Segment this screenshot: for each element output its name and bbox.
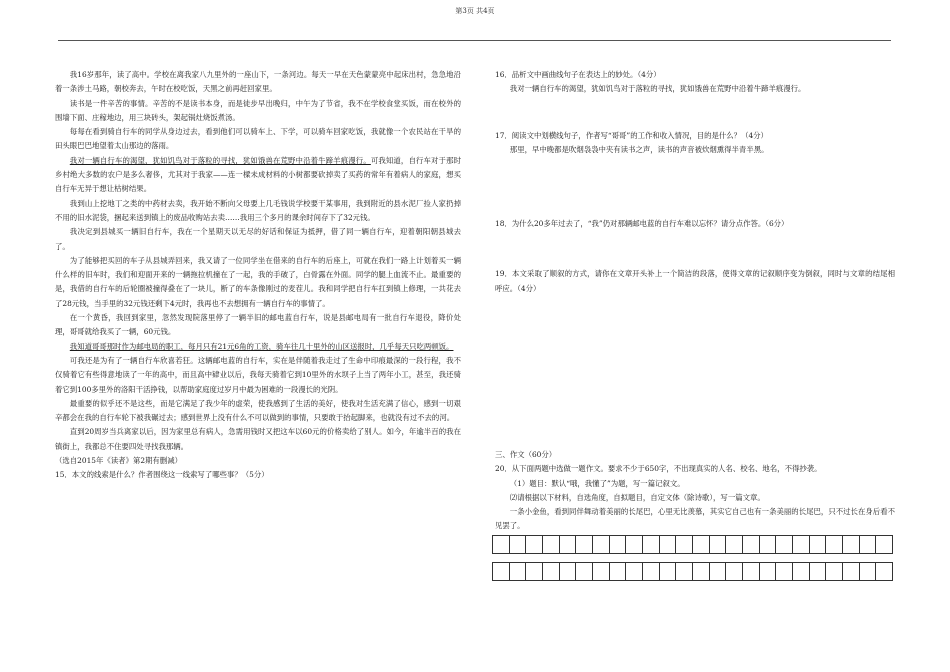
question-20: 20．从下面两题中选做一题作文。要求不少于650字，不出现真实的人名、校名、地名，不得抄袭。 [495,464,822,474]
passage-paragraph: 直到20周岁当兵离家以后，因为家里总有病人，急需用钱时又把这车以60元的价格卖给了别人。如今，年逾半百的我在镇街上，我都总不住要四处寻找我那辆。 [55,427,461,451]
passage-paragraph: 为了能够把买回的车子从县城弄回来，我又请了一位同学坐在借来的自行车的后座上，可就在我们一路上计划着买一辆什么样的旧车时，我们和迎面开来的一辆拖拉机撞在了一起，我的手破了，白骨露在外面。同学的腿上血流不止。最重要的是，我借的自行车的后轮圈被撞得叠在了一块儿，断了的车条像刚过的麦茬儿。我和同学把自行车扛到镇上修理，一共花去了28元钱，当手里的32元钱还剩下4元时，我再也不去想拥有一辆自行车的事情了。 [55,255,461,308]
wavy-underlined-sentence: 我对一辆自行车的渴望，犹如饥鸟对于落粒的寻找，犹如饿兽在荒野中沿着牛蹄羊痕漫行。 [69,155,371,165]
passage-paragraph: 我到山上挖地丁之类的中药材去卖，我开始不断向父母要上几毛钱说学校要干某事用，我到附近的县水泥厂捡人家扔掉不用的旧水泥袋，捆起来送到镇上的废品收购站去卖……我用三个多月的课余时间存下了32元钱。 [55,198,461,222]
writing-grid-row[interactable] [492,535,893,554]
question-17: 17．阅读文中划横线句子，作者写“哥哥”的工作和收入情况，目的是什么？（4分） [495,130,768,140]
question-20-option-2: ⑵请根据以下材料，自选角度，自拟题目，自定文体（除诗歌），写一篇文章。 [509,492,765,502]
page-number: 第3页 共4页 [455,7,495,15]
question-17-quote: 那里，早中晚都是吹烟袅袅中夹有读书之声，读书的声音被炊烟熏得半青半黑。 [509,144,769,154]
passage-paragraph: 最重要的似乎还不是这些，而是它满足了我少年的虚荣，使我感到了生活的美好，使我对生活充满了信心，感到一切艰辛都会在我的自行车轮下被我碾过去；感到世界上没有什么不可以做到的事情，只要敢于抬起脚来，也就没有过不去的河。 [55,398,461,423]
question-20-material: 一条小金鱼，看到同伴舞动着美丽的长尾巴，心里无比羡慕，其实它自己也有一条美丽的长尾巴，只不过长在身后看不见罢了。 [495,507,895,531]
passage-paragraph: 可我还是为有了一辆自行车欣喜若狂。这辆邮电蓝的自行车，实在是伴随着我走过了生命中印痕最深的一段行程，我不仅骑着它有些得意地读了一年的高中，而且高中肄业以后，我每天骑着它到10里外的水坝子上当了两年小工，甚至，我还骑着它到100多里外的洛阳干活挣钱，以帮助家庭度过岁月中最为困难的一段漫长的光阴。 [55,355,461,394]
reading-passage-column [55,68,461,483]
question-19: 19．本文采取了顺叙的方式，请你在文章开头补上一个简洁的段落，使得文章的记叙顺序变为倒叙，同时与文章的结尾相呼应。（4分） [495,269,895,293]
question-18: 18．为什么20多年过去了，“我”仍对那辆邮电蓝的自行车难以忘怀？请分点作答。（6分） [495,219,789,229]
section-title: 三、作文（60分） [495,450,557,459]
question-15: 15．本文的线索是什么？作者围绕这一线索写了哪些事？（5分） [55,470,269,480]
passage-paragraph: 我决定到县城买一辆旧自行车，我在一个星期天以无尽的好话和保证为抵押，借了同一辆自行车，迎着朝阳朝县城去了。 [55,227,461,251]
question-16: 16．品析文中画曲线句子在表达上的妙处。（4分） [495,70,661,79]
question-20-option-1: （1）题目：默认“哦，我懂了”为题，写一篇记叙文。 [509,478,685,488]
passage-paragraph: 在一个黄昏，我回到家里，忽然发现院落里停了一辆半旧的邮电蓝自行车，说是县邮电局有一批自行车退役，降价处理，哥哥就给我买了一辆，60元钱。 [55,313,461,337]
passage-paragraph: 我16岁那年，读了高中。学校在离我家八九里外的一座山下，一条河边。每天一早在天色蒙蒙亮中起床出村，急急地沿着一条涉土马路，朝校奔去，午时在校吃饭，天黑之前再赶回家里。 [55,70,461,94]
questions-column [495,68,895,296]
composition-section [495,448,895,534]
question-16-quote: 我对一辆自行车的渴望，犹如饥鸟对于落粒的寻找，犹如饿兽在荒野中沿着牛蹄羊痕漫行。 [509,84,806,94]
writing-grid-row[interactable] [492,562,893,581]
passage-paragraph: 每每在看到骑自行车的同学从身边过去，看到他们可以骑车上、下学，可以骑车回家吃饭，我就像一个农民站在干旱的田头眼巴巴地望着太山那边的落雨。 [55,127,461,151]
underlined-sentence: 我知道哥哥那时作为邮电局的职工，每月只有21元6角的工资，骑车往几十里外的山区送报时，几乎每天只吃两顿饭。 [69,341,454,351]
source-citation: （选自2015年《读者》第2期有删减） [55,456,182,466]
passage-paragraph: 我对一辆自行车的渴望，犹如饥鸟对于落粒的寻找，犹如饿兽在荒野中沿着牛蹄羊痕漫行。可我知道，自行车对于那时乡村绝大多数的农户是多么奢侈，尤其对于我家——连一樑未成材料的小树都要砍掉卖了买药的常年有着病人的家庭，想买自行车无异于想让枯树结果。 [55,155,461,194]
passage-paragraph: 读书是一件辛苦的事情。辛苦的不是读书本身，而是徒步早出晚归，中午为了节省，我不在学校食堂买饭，而在校外的围墙下面、庄稼地边，用三块砖头，架起锅灶烧饭煮汤。 [55,98,461,122]
header-rule [58,40,891,41]
passage-paragraph [55,340,461,354]
